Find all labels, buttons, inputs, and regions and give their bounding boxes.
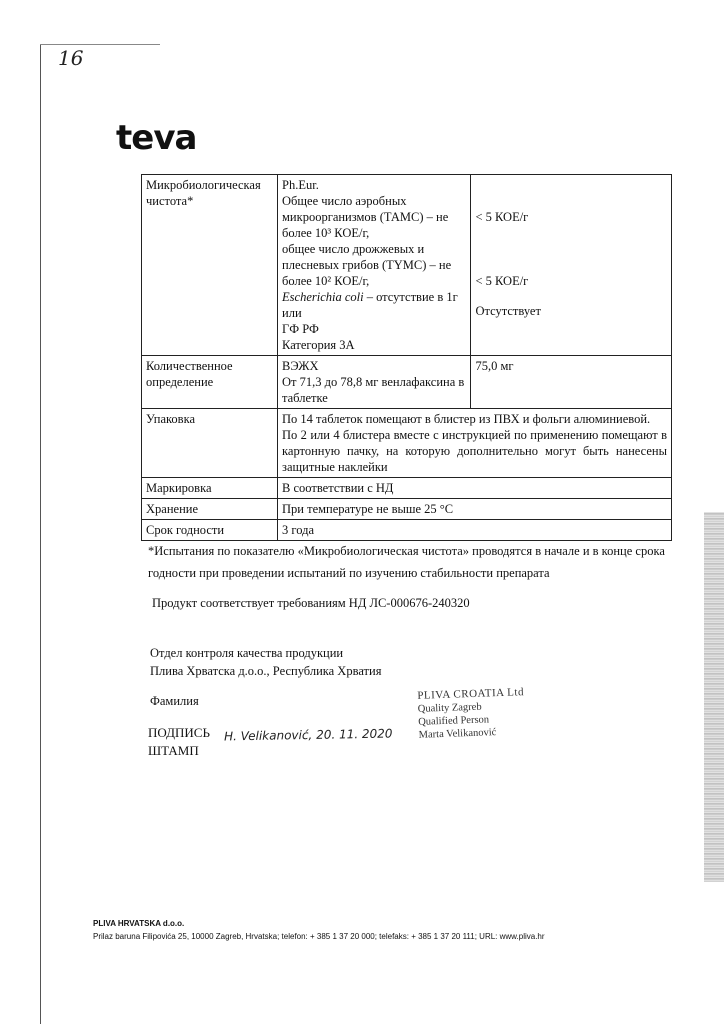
footer-company: PLIVA HRVATSKA d.o.o. bbox=[93, 919, 185, 928]
value-storage: При температуре не выше 25 °С bbox=[278, 499, 672, 520]
company-name: Плива Хрватска д.о.о., Республика Хрватия bbox=[150, 664, 382, 678]
method-micro bbox=[278, 175, 471, 356]
param-shelf-life: Срок годности bbox=[142, 520, 278, 541]
signature-block bbox=[148, 724, 210, 760]
stamp-label: ШТАМП bbox=[148, 743, 199, 758]
footnote: *Испытания по показателю «Микробиологическая чистота» проводятся в начале и в конце срока годности при проведении испытаний по изучению стабильности препарата bbox=[148, 544, 665, 580]
stamp-line: Qualified Person bbox=[418, 714, 490, 728]
conformity-statement: Продукт соответствует требованиям НД ЛС-000676-240320 bbox=[152, 596, 470, 610]
ecoli-criterion: – отсутствие в 1г bbox=[363, 290, 458, 304]
method-line: Ph.Eur. bbox=[282, 178, 319, 192]
param-storage: Хранение bbox=[142, 499, 278, 520]
teva-logo: teva bbox=[116, 118, 197, 158]
method-line: Общее число аэробных bbox=[282, 194, 407, 208]
method-line: микроорганизмов (ТАМС) – не bbox=[282, 210, 449, 224]
result-tymc: < 5 КОЕ/г bbox=[475, 274, 529, 288]
method-line: более 10² КОЕ/г, bbox=[282, 274, 370, 288]
specification-table bbox=[141, 174, 672, 541]
param-marking: Маркировка bbox=[142, 478, 278, 499]
department-name: Отдел контроля качества продукции bbox=[150, 646, 344, 660]
result-tamc: < 5 КОЕ/г bbox=[475, 210, 529, 224]
table-row-shelf-life bbox=[142, 520, 672, 541]
department-block bbox=[150, 644, 381, 680]
method-line: общее число дрожжевых и bbox=[282, 242, 425, 256]
packaging-text bbox=[278, 409, 672, 478]
table-row-storage bbox=[142, 499, 672, 520]
page-footer bbox=[93, 917, 545, 943]
stamp-line: PLIVA CROATIA Ltd bbox=[417, 686, 525, 702]
handwritten-name-date: H. Velikanović, 20. 11. 2020 bbox=[223, 726, 393, 744]
stamp-line: Quality Zagreb bbox=[417, 701, 482, 715]
table-row-assay bbox=[142, 356, 672, 409]
table-row-marking bbox=[142, 478, 672, 499]
packaging-text-1: По 14 таблеток помещают в блистер из ПВХ и фольги алюминиевой. bbox=[282, 412, 651, 426]
table-row-packaging bbox=[142, 409, 672, 478]
method-line-ecoli bbox=[282, 289, 466, 305]
method-line: От 71,3 до 78,8 мг венлафаксина в таблетке bbox=[282, 375, 465, 405]
company-stamp bbox=[417, 686, 525, 742]
method-line: или bbox=[282, 306, 302, 320]
method-line: ВЭЖХ bbox=[282, 359, 319, 373]
method-assay bbox=[278, 356, 471, 409]
ecoli-name: Escherichia coli bbox=[282, 290, 364, 304]
signature-label: ПОДПИСЬ bbox=[148, 725, 210, 740]
scan-edge-left bbox=[40, 44, 41, 1024]
result-assay: 75,0 мг bbox=[471, 356, 672, 409]
result-micro bbox=[471, 175, 672, 356]
method-line: ГФ РФ bbox=[282, 322, 319, 336]
table-row-micro bbox=[142, 175, 672, 356]
value-marking: В соответствии с НД bbox=[278, 478, 672, 499]
method-line: Категория 3А bbox=[282, 338, 355, 352]
param-micro: Микробиологическая чистота* bbox=[142, 175, 278, 356]
page-number: 16 bbox=[58, 46, 84, 70]
scan-edge-top bbox=[40, 44, 160, 45]
stamp-line: Marta Velikanović bbox=[418, 727, 497, 741]
surname-label: Фамилия bbox=[150, 694, 199, 708]
result-ecoli: Отсутствует bbox=[475, 304, 541, 318]
packaging-text-2: По 2 или 4 блистера вместе с инструкцией по применению помещают в картонную пачку, на которую дополнительно могут быть нанесены защитные наклейки bbox=[282, 428, 667, 474]
param-assay: Количественное определение bbox=[142, 356, 278, 409]
footer-address: Prilaz baruna Filipovića 25, 10000 Zagreb, Hrvatska; telefon: + 385 1 37 20 000; telefaks: + 385 1 37 20 111; URL: www.pliva.hr bbox=[93, 932, 545, 941]
scan-noise-strip bbox=[704, 512, 724, 882]
method-line: плесневых грибов (ТYМС) – не bbox=[282, 258, 452, 272]
method-line: более 10³ КОЕ/г, bbox=[282, 226, 370, 240]
param-packaging: Упаковка bbox=[142, 409, 278, 478]
value-shelf-life: 3 года bbox=[278, 520, 672, 541]
